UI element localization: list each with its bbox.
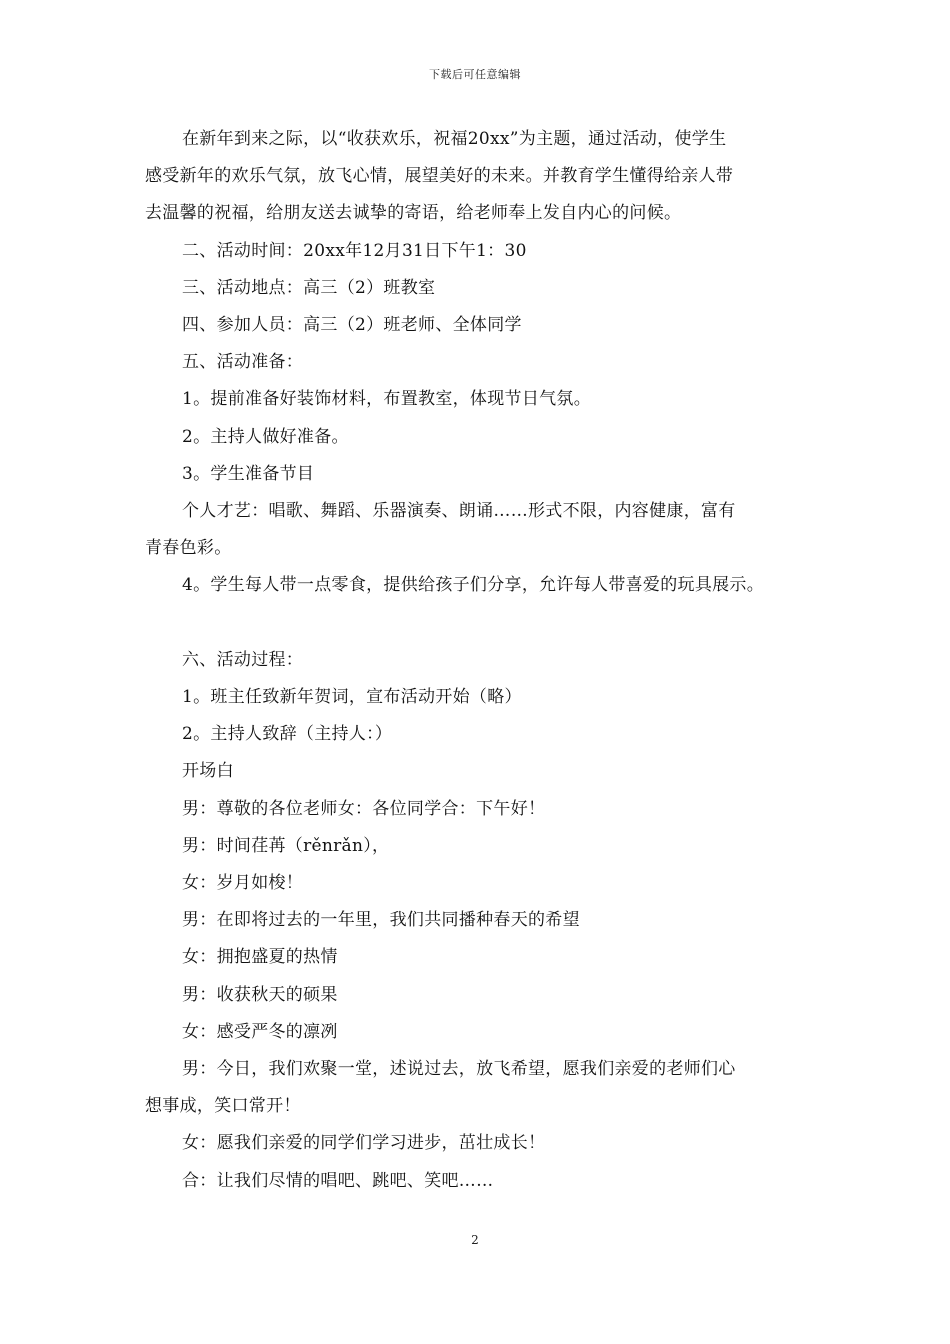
dialogue-line: 女：愿我们亲爱的同学们学习进步，茁壮成长！ [182,1133,546,1154]
dialogue-line: 女：拥抱盛夏的热情 [182,947,338,968]
paragraph-line: 个人才艺：唱歌、舞蹈、乐器演奏、朗诵……形式不限，内容健康，富有 [182,501,736,522]
list-item: 3。学生准备节目 [182,463,315,484]
paragraph-line: 在新年到来之际，以“收获欢乐，祝福20xx”为主题，通过活动，使学生 [182,129,727,149]
activity-location: 三、活动地点：高三（2）班教室 [182,277,436,298]
page-number: 2 [471,1233,479,1247]
list-item: 1。提前准备好装饰材料，布置教室，体现节日气氛。 [182,389,592,410]
activity-time: 二、活动时间：20xx年12月31日下午1：30 [182,240,527,261]
dialogue-line: 女：感受严冬的凛冽 [182,1021,338,1042]
list-item: 2。主持人致辞（主持人：） [182,724,393,745]
dialogue-line: 男：今日，我们欢聚一堂，述说过去，放飞希望，愿我们亲爱的老师们心 [182,1059,736,1080]
dialogue-line: 男：尊敬的各位老师女：各位同学合：下午好！ [182,798,546,819]
subheading: 开场白 [182,761,234,782]
list-item: 2。主持人做好准备。 [182,426,349,447]
blank-line [145,605,825,642]
dialogue-line: 男：时间荏苒（rěnrǎn）， [182,835,390,856]
dialogue-line: 女：岁月如梭！ [182,873,304,894]
document-body [145,121,825,1200]
list-item: 1。班主任致新年贺词，宣布活动开始（略） [182,687,522,708]
page-header: 下载后可任意编辑 [429,68,521,81]
dialogue-line: 男：在即将过去的一年里，我们共同播种春天的希望 [182,910,580,931]
paragraph-line: 去温馨的祝福，给朋友送去诚挚的寄语，给老师奉上发自内心的问候。 [145,203,682,224]
list-item: 4。学生每人带一点零食，提供给孩子们分享，允许每人带喜爱的玩具展示。 [182,575,765,596]
participants: 四、参加人员：高三（2）班老师、全体同学 [182,315,522,336]
dialogue-line: 合：让我们尽情的唱吧、跳吧、笑吧…… [182,1170,494,1191]
dialogue-line: 男：收获秋天的硕果 [182,984,338,1005]
section-heading: 六、活动过程： [182,649,304,670]
paragraph-line: 感受新年的欢乐气氛，放飞心情，展望美好的未来。并教育学生懂得给亲人带 [145,166,734,187]
dialogue-line: 想事成，笑口常开！ [145,1096,301,1117]
paragraph-line: 青春色彩。 [145,538,232,559]
section-heading: 五、活动准备： [182,352,304,373]
